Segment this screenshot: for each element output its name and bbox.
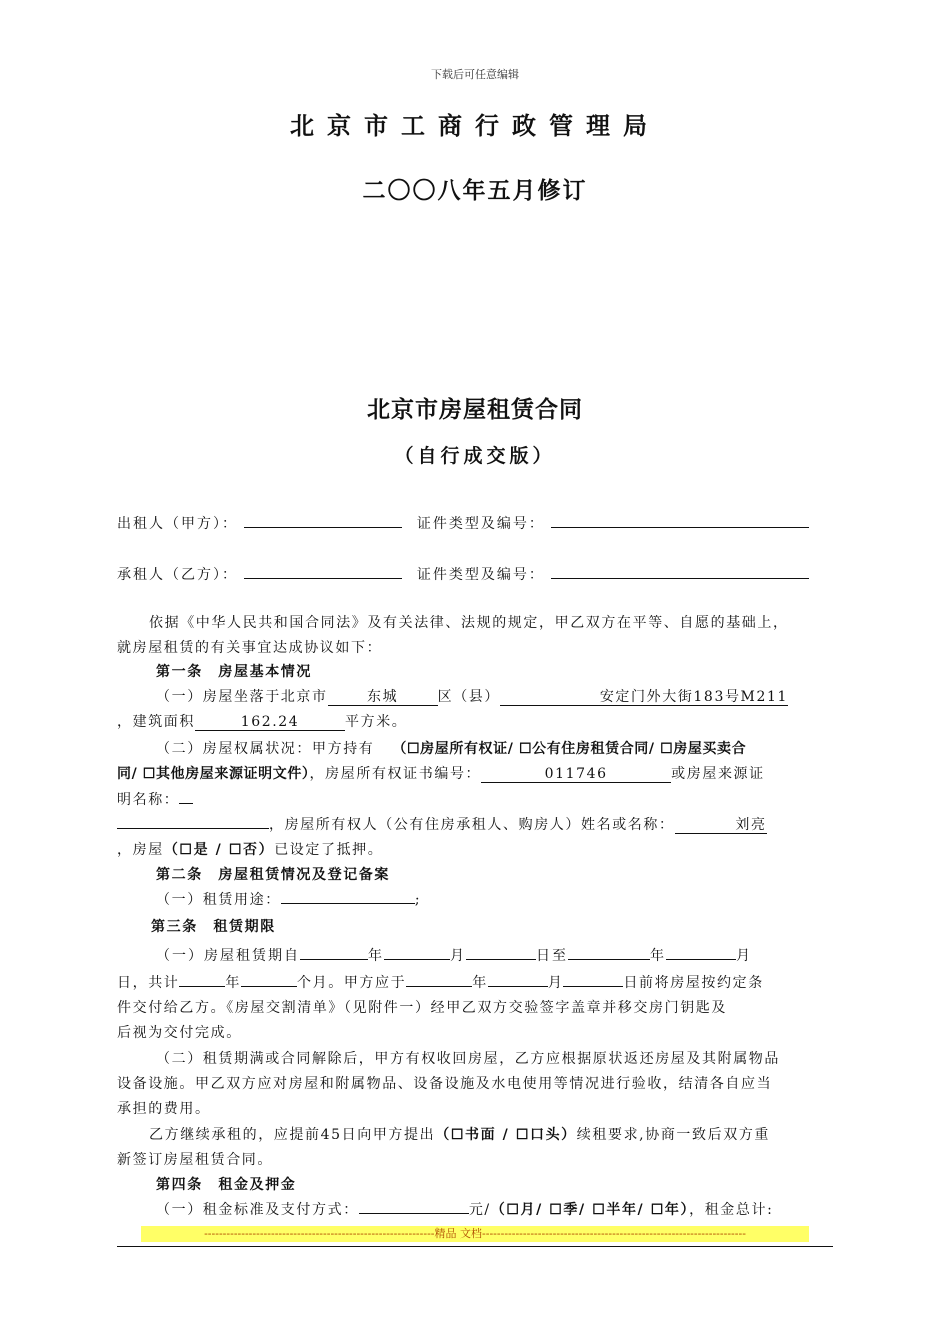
mortgage-suffix: 已设定了抵押。 bbox=[274, 842, 384, 858]
header-note: 下载后可任意编辑 bbox=[431, 68, 519, 81]
renewal-suffix: 续租要求,协商一致后双方重 bbox=[576, 1127, 771, 1143]
term-label: （一）房屋租赁期自 bbox=[156, 948, 300, 964]
article-1-p1 bbox=[156, 686, 788, 708]
article-3-p1-line3: 件交付给乙方。《房屋交割清单》（见附件一）经甲乙双方交验签字盖章并移交房门钥匙及 bbox=[117, 1000, 727, 1016]
lessee-label: 承租人（乙方）： bbox=[117, 567, 238, 583]
revision-date: 二〇〇八年五月修订 bbox=[362, 177, 588, 204]
ownership-options-1[interactable]: （☐房屋所有权证/ ☐公有住房租赁合同/ ☐房屋买卖合 bbox=[392, 741, 747, 757]
ownership-options-2[interactable]: 同/ ☐其他房屋来源证明文件） bbox=[117, 766, 310, 782]
year-text: 年 bbox=[368, 948, 384, 964]
total-label: 日，共计 bbox=[117, 975, 180, 991]
article-3-p1-line4: 后视为交付完成。 bbox=[117, 1025, 242, 1041]
article-1-p2-line2 bbox=[117, 763, 765, 785]
end-year-field[interactable] bbox=[568, 959, 650, 960]
renewal-prefix: 乙方继续承租的，应提前45日向甲方提出 bbox=[149, 1127, 436, 1143]
rent-total-label: ，租金总计: bbox=[689, 1202, 774, 1218]
lessee-row bbox=[117, 563, 809, 584]
address-field[interactable]: 安定门外大街183号M211 bbox=[500, 689, 788, 706]
year-text-4: 年 bbox=[472, 975, 488, 991]
article-3-heading: 第三条 租赁期限 bbox=[151, 919, 276, 935]
usage-field[interactable] bbox=[281, 903, 415, 904]
mortgage-options[interactable]: （☐是 / ☐否） bbox=[163, 842, 275, 858]
article-3-p1-line1 bbox=[156, 945, 752, 967]
article-1-p2-line3 bbox=[117, 789, 193, 811]
source-name-field-continued[interactable] bbox=[117, 828, 269, 829]
rent-amount-field[interactable] bbox=[359, 1213, 469, 1214]
rent-label: （一）租金标准及支付方式： bbox=[156, 1202, 359, 1218]
owner-label: ，房屋所有权人（公有住房承租人、购房人）姓名或名称： bbox=[269, 817, 675, 833]
year-text-3: 年 bbox=[225, 975, 242, 991]
article-3-p3-line1 bbox=[149, 1124, 770, 1146]
owner-name-field[interactable]: 刘亮 bbox=[675, 817, 767, 834]
location-prefix: （一）房屋坐落于北京市 bbox=[156, 689, 328, 705]
source-name-label: 明名称： bbox=[117, 792, 180, 808]
district-suffix: 区（县） bbox=[437, 689, 501, 705]
ownership-prefix: （二）房屋权属状况：甲方持有 bbox=[156, 741, 375, 757]
delivery-year-field[interactable] bbox=[406, 986, 472, 987]
cert-label: ，房屋所有权证书编号： bbox=[309, 766, 482, 782]
area-prefix: ，建筑面积 bbox=[117, 714, 195, 730]
cert-suffix: 或房屋来源证 bbox=[671, 766, 765, 782]
delivery-text: 日前将房屋按约定条 bbox=[623, 975, 764, 991]
contract-title: 北京市房屋租赁合同 bbox=[367, 396, 583, 423]
article-4-heading: 第四条 租金及押金 bbox=[156, 1177, 297, 1193]
month-text-2: 月 bbox=[736, 948, 752, 964]
lessee-id-label: 证件类型及编号： bbox=[416, 567, 545, 583]
cert-number-field[interactable]: 011746 bbox=[481, 766, 671, 783]
article-3-p3-line2: 新签订房屋租赁合同。 bbox=[117, 1152, 273, 1168]
lessee-name-field[interactable] bbox=[244, 563, 402, 579]
district-field[interactable]: 东城 bbox=[328, 689, 438, 706]
area-field[interactable]: 162.24 bbox=[195, 714, 345, 731]
total-years-field[interactable] bbox=[179, 986, 225, 987]
start-month-field[interactable] bbox=[384, 959, 450, 960]
rent-unit: 元/ bbox=[468, 1202, 491, 1218]
article-4-p1 bbox=[156, 1199, 773, 1221]
year-text-2: 年 bbox=[650, 948, 666, 964]
lessor-label: 出租人（甲方）： bbox=[117, 516, 238, 532]
footer-banner: --------------------------------------------------------------精品 文档----------------------------------------------------------------------- bbox=[141, 1226, 809, 1242]
article-3-p2-line1: （二）租赁期满或合同解除后，甲方有权收回房屋，乙方应根据原状返还房屋及其附属物品 bbox=[156, 1051, 780, 1067]
organization-title: 北京市工商行政管理局 bbox=[290, 111, 660, 140]
article-1-heading: 第一条 房屋基本情况 bbox=[156, 664, 312, 680]
end-month-field[interactable] bbox=[666, 959, 736, 960]
usage-label: （一）租赁用途： bbox=[156, 892, 281, 908]
month-text: 月 bbox=[450, 948, 466, 964]
contract-subtitle: （自行成交版） bbox=[394, 445, 556, 467]
usage-suffix: ; bbox=[414, 892, 422, 908]
delivery-day-field[interactable] bbox=[563, 986, 623, 987]
article-1-area bbox=[117, 711, 407, 733]
article-3-p2-line3: 承担的费用。 bbox=[117, 1101, 211, 1117]
area-suffix: 平方米。 bbox=[345, 714, 408, 730]
lessor-id-field[interactable] bbox=[551, 512, 809, 528]
article-3-p1-line2 bbox=[117, 972, 764, 994]
delivery-month-field[interactable] bbox=[488, 986, 548, 987]
months-text: 个月。甲方应于 bbox=[297, 975, 407, 991]
lessor-id-label: 证件类型及编号： bbox=[416, 516, 545, 532]
start-year-field[interactable] bbox=[300, 959, 368, 960]
article-2-heading: 第二条 房屋租赁情况及登记备案 bbox=[156, 867, 390, 883]
to-text: 日至 bbox=[536, 948, 568, 964]
article-3-p2-line2: 设备设施。甲乙双方应对房屋和附属物品、设备设施及水电使用等情况进行验收，结清各自应当 bbox=[117, 1076, 773, 1092]
article-1-p2-line1 bbox=[156, 738, 746, 760]
article-1-p2-line5 bbox=[117, 839, 383, 861]
article-2-p1 bbox=[156, 889, 421, 911]
lessee-id-field[interactable] bbox=[551, 563, 809, 579]
total-months-field[interactable] bbox=[241, 986, 297, 987]
footer-divider bbox=[117, 1246, 833, 1247]
renewal-options[interactable]: （☐书面 / ☐口头） bbox=[435, 1127, 577, 1143]
source-name-field[interactable] bbox=[179, 803, 193, 804]
lessor-row bbox=[117, 512, 809, 533]
lessor-name-field[interactable] bbox=[244, 512, 402, 528]
month-text-3: 月 bbox=[547, 975, 564, 991]
mortgage-prefix: ，房屋 bbox=[117, 842, 164, 858]
intro-line-2: 就房屋租赁的有关事宜达成协议如下： bbox=[117, 640, 383, 656]
intro-line-1: 依据《中华人民共和国合同法》及有关法律、法规的规定，甲乙双方在平等、自愿的基础上， bbox=[149, 615, 789, 631]
start-day-field[interactable] bbox=[466, 959, 536, 960]
rent-period-options[interactable]: （☐月/ ☐季/ ☐半年/ ☐年） bbox=[490, 1202, 690, 1218]
article-1-p2-line4 bbox=[117, 814, 767, 836]
